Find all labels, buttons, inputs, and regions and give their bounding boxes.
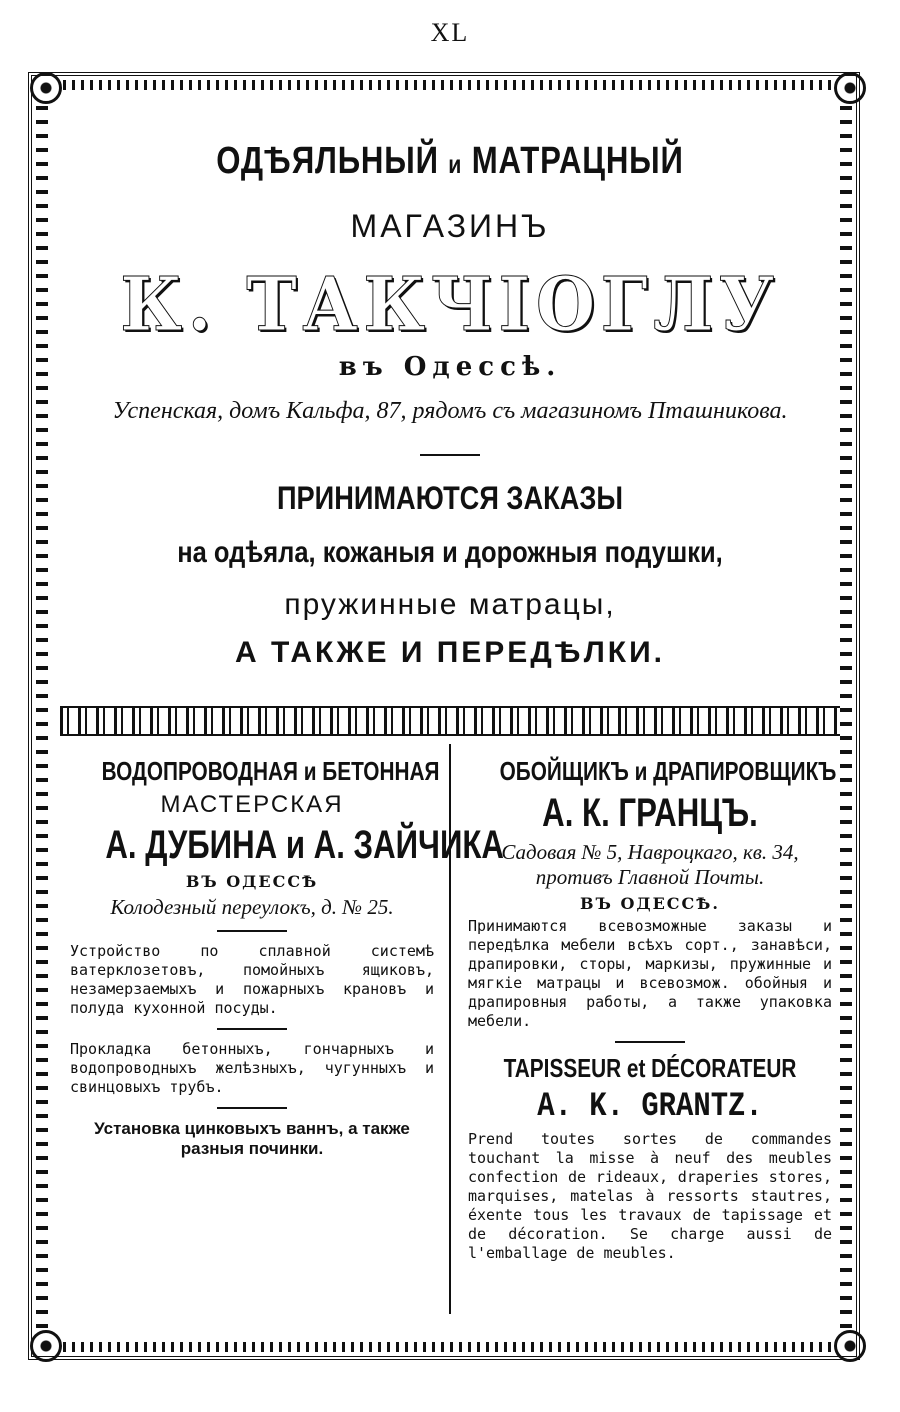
left-ad-heading: ВОДОПРОВОДНАЯ и БЕТОННАЯ [101,756,440,786]
top-ad-city: въ Одессѣ. [338,352,562,382]
divider-rule [217,1107,287,1109]
divider-rule [217,930,287,932]
right-ad-owner-name: А. К. ГРАНЦЪ. [542,791,758,835]
greek-key-band [60,706,840,736]
heading-conjunction: и [448,149,463,179]
right-ad-address: Садовая № 5, Навроцкаго, кв. 34, противъ Главной Почты. [501,840,799,889]
right-ad-french-paragraph: Prend toutes sortes de commandes touchant la misse à neuf des meubles confection de rideaux, draperies stores, marquises, matelas à ressorts stautres, éxente tous les travaux de tapissage et de décoration. Se charge aussi de l'emballage de meubles. [468,1130,832,1262]
left-ad-subheading: МАСТЕРСКАЯ [160,791,344,818]
divider-rule [615,1041,685,1043]
heading-word-2: МАТРАЦНЫЙ [471,140,684,182]
left-ad-paragraph-2: Прокладка бетонныхъ, гончарныхъ и водопроводныхъ желѣзныхъ, чугунныхъ и свинцовыхъ трубъ. [70,1040,434,1096]
page-number: XL [430,18,470,47]
top-ad-orders-title: ПРИНИМАЮТСЯ ЗАКАЗЫ [276,480,624,516]
heading-word-1: ОДѢЯЛЬНЫЙ [216,140,439,182]
left-ad [64,750,504,1163]
top-ad-heading [130,140,770,183]
top-ad-orders-line2: пружинные матрацы, [284,588,616,621]
right-ad-city: ВЪ ОДЕССѢ. [580,894,720,913]
left-ad-paragraph-3: Установка цинковыхъ ваннъ, а также разныя починки. [94,1119,410,1158]
left-ad-owner-names: А. ДУБИНА и А. ЗАЙЧИКА [105,823,504,867]
left-ad-address: Колодезный переулокъ, д. № 25. [110,895,394,919]
left-ad-city: ВЪ ОДЕССѢ [185,872,319,891]
left-ad-paragraph-1: Устройство по сплавной системѣ ватерклозетовъ, помойныхъ ящиковъ, незамерзаемыхъ и пожарныхъ крановъ и полуда кухонной посуды. [70,942,434,1017]
right-ad-french-name: A. K. GRANTZ. [537,1088,763,1126]
top-ad-orders-line1: на одѣяла, кожаныя и дорожныя подушки, [177,536,723,569]
top-ad-orders-line3: А ТАКЖЕ И ПЕРЕДѢЛКИ. [234,636,666,669]
divider-rule [217,1028,287,1030]
right-ad-french-heading: TAPISSEUR et DÉCORATEUR [503,1053,797,1083]
right-ad-paragraph-1: Принимаются всевозможные заказы и передѣлка мебели всѣхъ сорт., занавѣси, драпировки, сторы, маркизы, пружинные и мягкіе матрацы и всевозмож. обойныя и драпировныя работы, а также упаковка мебели. [468,917,832,1030]
top-ad-owner-name: К. ТАКЧІОГЛУ [120,262,780,348]
divider-rule [420,454,480,456]
top-ad-shop-label: МАГАЗИНЪ [350,208,550,244]
right-ad-heading: ОБОЙЩИКЪ и ДРАПИРОВЩИКЪ [499,756,837,786]
top-ad-address: Успенская, домъ Кальфа, 87, рядомъ съ магазиномъ Пташникова. [112,398,788,424]
right-ad [462,750,838,1267]
